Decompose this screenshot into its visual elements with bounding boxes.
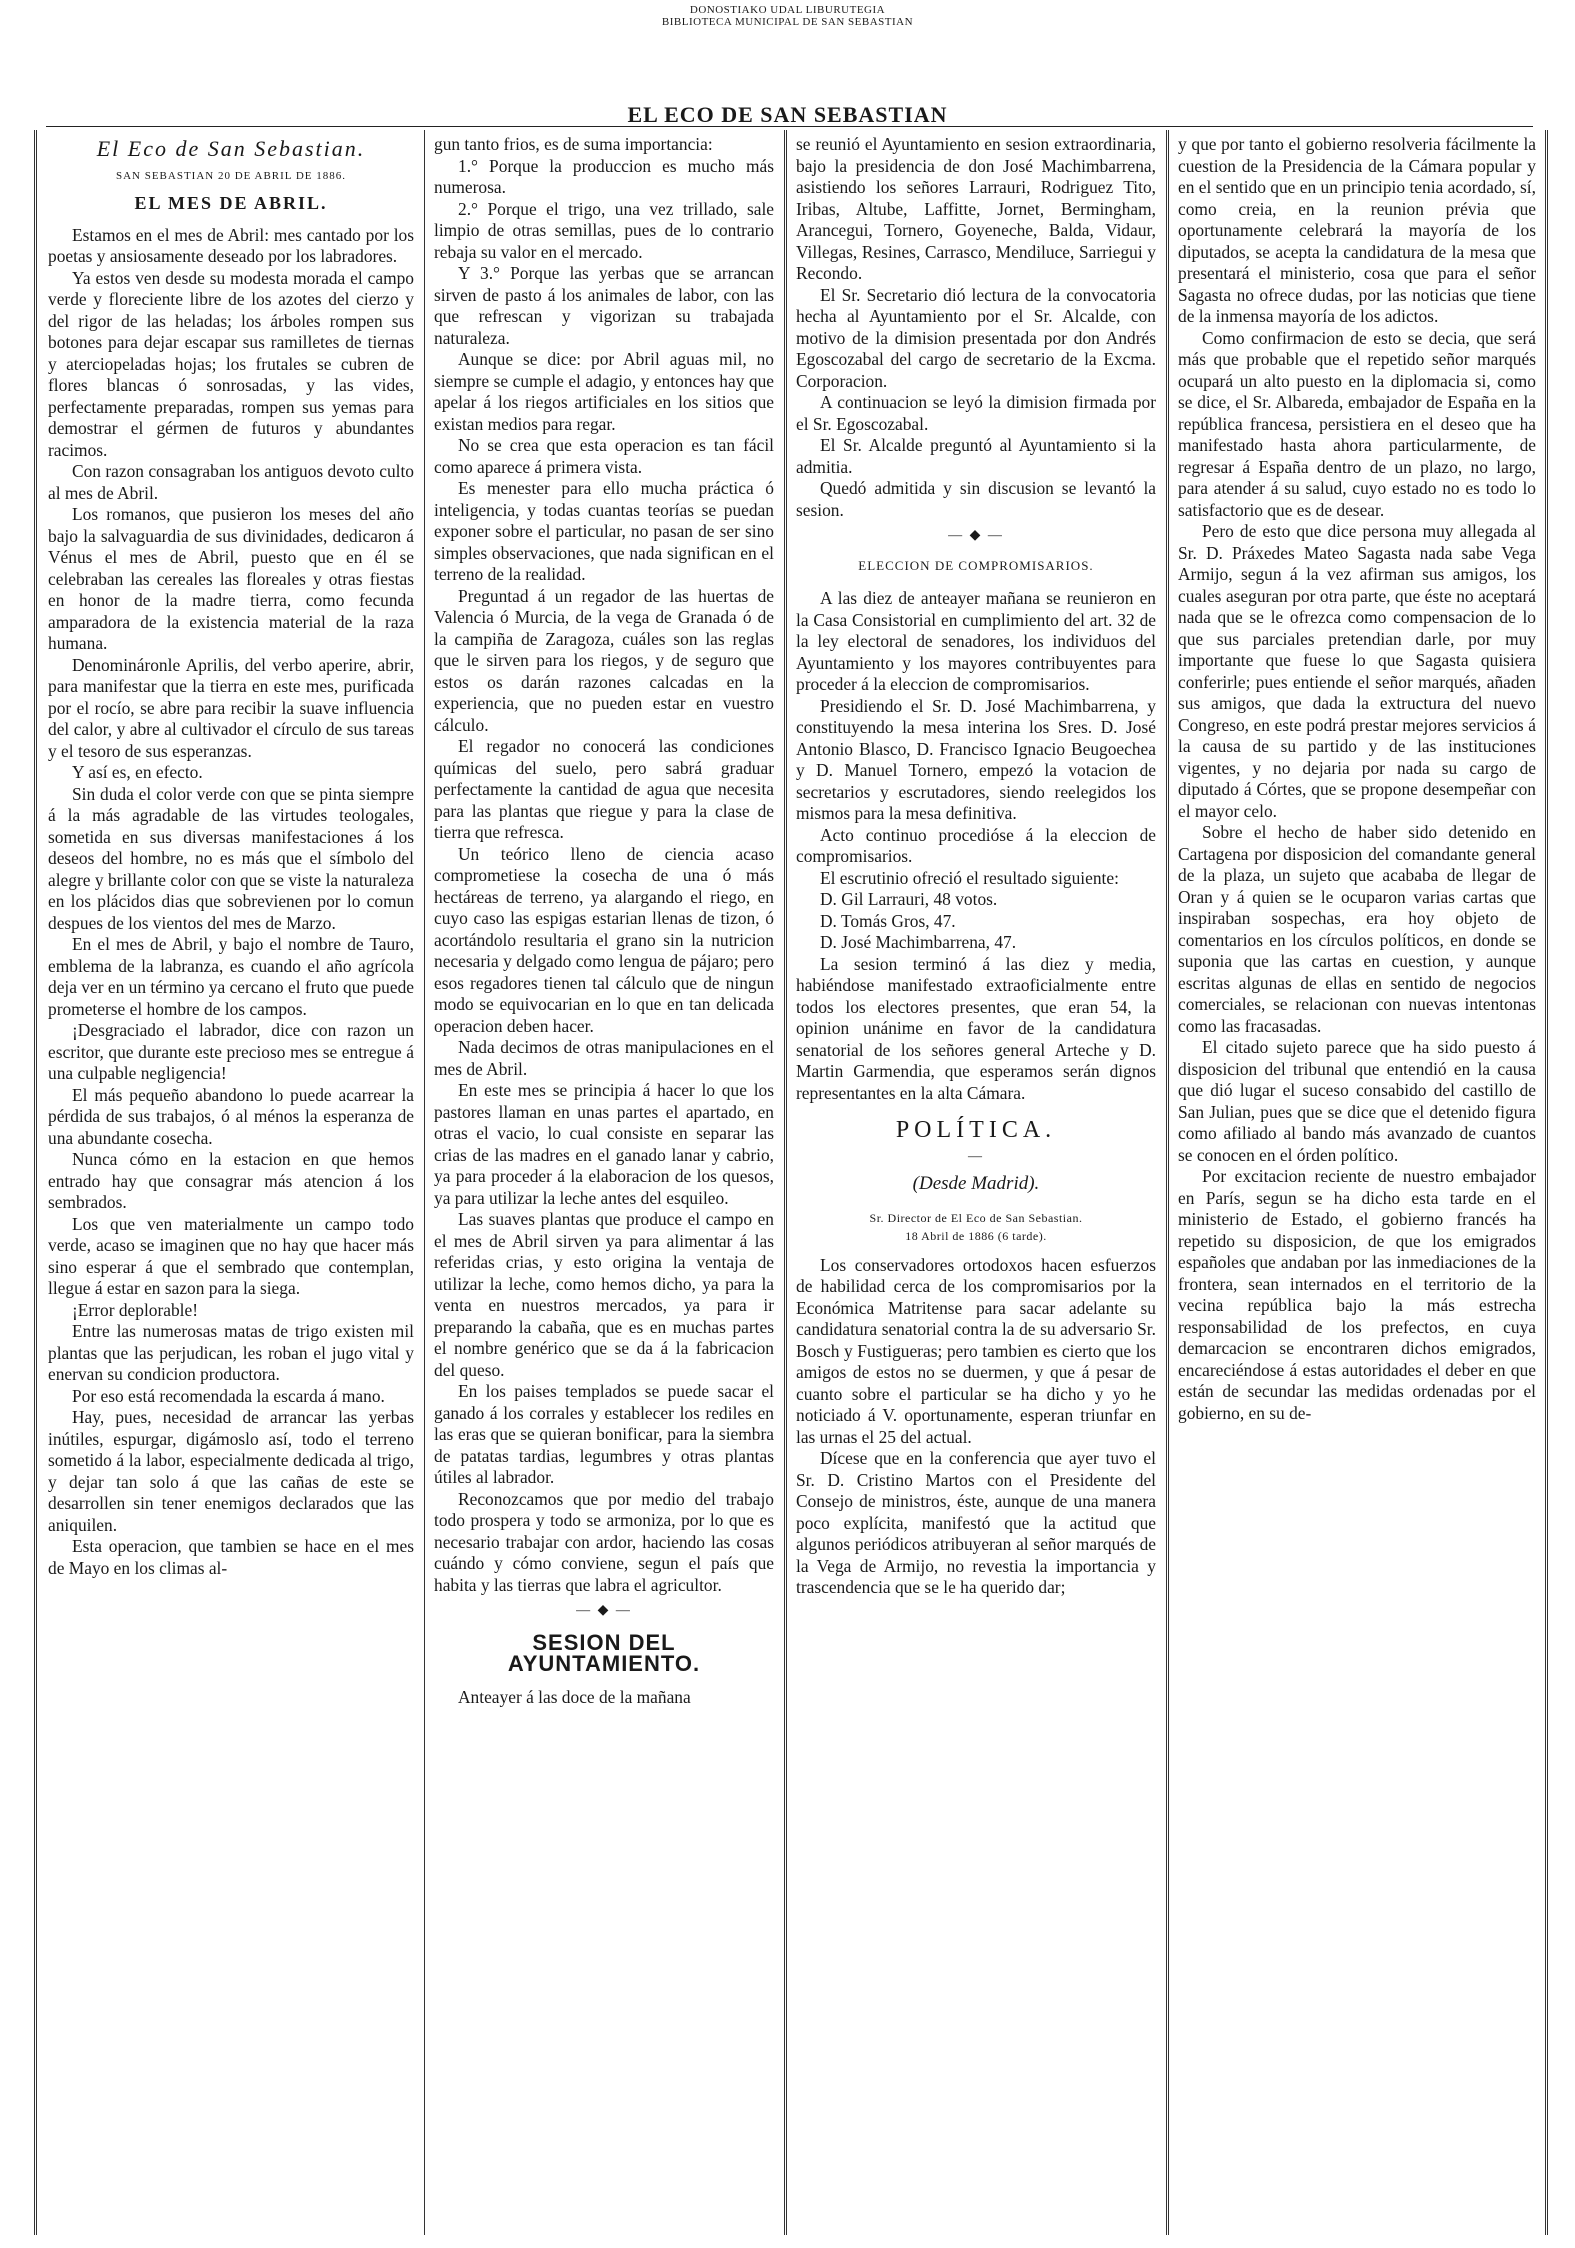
paragraph: Anteayer á las doce de la mañana — [458, 1686, 691, 1707]
column-rule-right — [1545, 130, 1548, 2235]
paragraph: 1.° Porque la produccion es mucho más numerosa. — [434, 155, 774, 197]
paragraph: Los que ven materialmente un campo todo verde, acaso se imaginen que no hay que hacer más sino esperar á que el sembrado que contemplan, llegue á estar en sazon para la siega. — [48, 1213, 414, 1298]
paragraph: Con razon consagraban los antiguos devoto culto al mes de Abril. — [48, 461, 414, 503]
paragraph: A las diez de anteayer mañana se reunieron en la Casa Consistorial en cumplimiento del art. 32 de la ley electoral de senadores, los individuos del Ayuntamiento y los mayores contribuyentes para proceder á la eleccion de compromisarios. — [796, 588, 1156, 694]
title-ornament: — — [968, 1148, 984, 1164]
column-rule-3 — [1166, 130, 1169, 2235]
article-body-politica — [796, 1255, 1156, 1599]
library-stamp-basque: DONOSTIAKO UDAL LIBURUTEGIA — [689, 4, 886, 16]
paragraph: No se crea que esta operacion es tan fácil como aparece á primera vista. — [434, 435, 774, 477]
paragraph: El Sr. Alcalde preguntó al Ayuntamiento si la admitia. — [796, 435, 1156, 477]
section-title-ayuntamiento: SESION DEL AYUNTAMIENTO. — [507, 1629, 701, 1676]
header-rule — [46, 126, 1533, 127]
paragraph: Esta operacion, que tambien se hace en el mes de Mayo en los climas al- — [48, 1536, 414, 1578]
paragraph: Acto continuo procedióse á la eleccion de compromisarios. — [796, 824, 1156, 866]
library-stamp-spanish: BIBLIOTECA MUNICIPAL DE SAN SEBASTIAN — [661, 16, 914, 28]
paragraph: Dícese que en la conferencia que ayer tuvo el Sr. D. Cristino Martos con el Presidente del Consejo de ministros, éste, aunque de una manera poco explícita, manifestó que la actitud que algunos periódicos atribuyeran al señor marqués de la Vega de Armijo, no revestia la importancia y trascendencia que se le ha querido dar; — [796, 1448, 1156, 1597]
paragraph: Como confirmacion de esto se decia, que será más que probable que el repetido señor marqués ocupará un alto puesto en la diplomacia si, como se dice, el Sr. Albareda, embajador de España en la república francesa, persistiera en el deseo que ha manifestado hasta ahora particularmente, de regresar á España dentro de un plazo, no largo, para atender á su salud, cuyo estado no es todo lo satisfactorio que es de desear. — [1178, 327, 1536, 520]
paragraph: Nada decimos de otras manipulaciones en el mes de Abril. — [434, 1037, 774, 1079]
vote-result-item: D. Gil Larrauri, 48 votos. — [820, 889, 998, 909]
paragraph: En el mes de Abril, y bajo el nombre de Tauro, emblema de la labranza, es cuando el año agrícola deja ver en un término ya cercano el fruto que puede prometerse el hombre de los campos. — [48, 934, 414, 1019]
column-4 — [1178, 134, 1536, 2234]
paragraph: El más pequeño abandono lo puede acarrear la pérdida de sus trabajos, ó al ménos la esperanza de una abundante cosecha. — [48, 1084, 414, 1148]
column-rule-left — [34, 130, 37, 2235]
letter-dateline-date: 18 Abril de 1886 (6 tarde). — [905, 1228, 1047, 1243]
article-body-ayuntamiento-continued — [796, 134, 1156, 521]
paragraph: El Sr. Secretario dió lectura de la convocatoria hecha al Ayuntamiento por el Sr. Alcalde, con motivo de la dimision presentada por don Andrés Egoscozabal del cargo de secretario de la Excma. Corporacion. — [796, 284, 1156, 391]
paragraph: Ya estos ven desde su modesta morada el campo verde y floreciente libre de los azotes del cierzo y del rigor de las heladas; los árboles rompen sus botones para dejar escapar sus ramilletes de tiernas y aterciopeladas hojas; los frutales se cubren de flores blancas ó sonrosadas, y las vides, perfectamente preparadas, rompen sus yemas para demostrar el gérmen de futuros y abundantes racimos. — [48, 267, 414, 460]
paragraph: Quedó admitida y sin discusion se levantó la sesion. — [796, 478, 1156, 520]
vote-results-list — [796, 889, 1156, 954]
paragraph: Los conservadores ortodoxos hacen esfuerzos de habilidad cerca de los compromisarios por la Económica Matritense para sacar adelante su candidatura senatorial contra la de su adversario Sr. Bosch y Fustigueras; pero tambien es cierto que los amigos de estos no se duermen, y que á pesar de cuanto sobre el particular se ha dicho y yo he noticiado á V. oportunamente, esperan triunfar en las urnas el 25 del actual. — [796, 1254, 1156, 1447]
paragraph: 2.° Porque el trigo, una vez trillado, sale limpio de otras semillas, pues de lo contrario rebaja su valor en el mercado. — [434, 198, 774, 262]
paragraph: Estamos en el mes de Abril: mes cantado por los poetas y ansiosamente deseado por los labradores. — [48, 224, 414, 266]
paragraph: Las suaves plantas que produce el campo en el mes de Abril sirven ya para alimentar á las referidas crias, y esto origina la ventaja de utilizar la leche, como hemos dicho, ya para la venta en nuestros mercados, ya para ir preparando la cabaña, que es en muchas partes el nombre genérico que se da á la fabricacion del queso. — [434, 1209, 774, 1380]
paragraph: Preguntad á un regador de las huertas de Valencia ó Murcia, de la vega de Granada ó de la campiña de Zaragoza, cuáles son las reglas que le sirven para los riegos, y de seguro que estos os darán razones calcadas en la experiencia, que no pueden estar en vuestro cálculo. — [434, 585, 774, 735]
paragraph: Y 3.° Porque las yerbas que se arrancan sirven de pasto á los animales de labor, con las que refrescan y vigorizan su trabajada naturaleza. — [434, 263, 774, 348]
paragraph: Aunque se dice: por Abril aguas mil, no siempre se cumple el adagio, y entonces hay que apelar á los riegos artificiales en los sitios que existan medios para regar. — [434, 349, 774, 434]
paragraph: Hay, pues, necesidad de arrancar las yerbas inútiles, espurgar, digámoslo así, todo el terreno sometido á la labor, especialmente dedicada al trigo, y dejar tan solo á que las cañas de este se desarrollen sin tener enemigos declarados que las aniquilen. — [48, 1407, 414, 1535]
section-title-politica: POLÍTICA. — [895, 1117, 1057, 1143]
paragraph: ¡Error deplorable! — [72, 1299, 199, 1320]
paragraph: Reconozcamos que por medio del trabajo todo prospera y todo se armoniza, por lo que es necesario trabajar con ardor, haciendo las cosas cuándo y cómo conviene, segun el país que habita y las tierras que labra el agricultor. — [434, 1488, 774, 1595]
article-body-ayuntamiento — [434, 1687, 774, 1709]
paragraph: Un teórico lleno de ciencia acaso comprometiese la cosecha de una ó más hectáreas de terreno, ya alargando el riego, en cuyo caso las espigas estarian llenas de tizon, ó acortándolo resultaria el grano sin la nutricion necesaria y delgado como lengua de pájaro; pero esos regadores tienen tal cálculo que de ningun modo se equivocarian en lo que en tan delicada operacion deben hacer. — [434, 843, 774, 1036]
section-ornament: — ◆ — — [576, 1603, 632, 1618]
section-title-compromisarios: ELECCION DE COMPROMISARIOS. — [858, 557, 1094, 573]
column-1 — [48, 134, 414, 2234]
paragraph: Es menester para ello mucha práctica ó inteligencia, y todas cuantas teorías se puedan exponer sobre el particular, no pasan de ser sino simples observaciones, que nada significan en el terreno de la realidad. — [434, 478, 774, 584]
politica-subtitle: (Desde Madrid). — [912, 1173, 1040, 1194]
letter-dateline — [796, 1209, 1156, 1245]
paragraph: La sesion terminó á las diez y media, habiéndose manifestado extraoficialmente entre todos los electores presentes, que eran 54, la opinion unánime en favor de la candidatura senatorial de los señores general Arteche y D. Martin Garmendia, que esperamos serán dignos representantes en la alta Cámara. — [796, 953, 1156, 1103]
letter-dateline-addressee: Sr. Director de El Eco de San Sebastian. — [869, 1210, 1083, 1225]
paragraph: Denomináronle Aprilis, del verbo aperire, abrir, para manifestar que la tierra en este mes, purificada por el rocío, se abre para recibir la suave influencia del calor, y abre al cultivador el círculo de sus tareas y el tesoro de sus esperanzas. — [48, 654, 414, 761]
article-body-compromisarios — [796, 588, 1156, 889]
vote-result-item: D. José Machimbarrena, 47. — [820, 932, 1017, 952]
paragraph: Sin duda el color verde con que se pinta siempre á la más agradable de las virtudes teologales, sometida en sus diversas manifestaciones á los deseos del hombre, no es más que el símbolo del alegre y brillante color con que se viste la naturaleza en los plácidos dias que sobrevienen por lo comun despues de los vientos del mes de Marzo. — [48, 783, 414, 933]
article-body-abril-continued — [434, 134, 774, 1596]
section-ornament: — ◆ — — [948, 528, 1004, 543]
paragraph: El citado sujeto parece que ha sido puesto á disposicion del tribunal que entendió en la causa que dió lugar el suceso consabido del castillo de San Julian, pues que se dice que el detenido figura como afiliado al bando más avanzado de cuantos se conocen en el órden político. — [1178, 1037, 1536, 1165]
masthead: El Eco de San Sebastian. — [96, 136, 366, 161]
paragraph: El escrutinio ofreció el resultado siguiente: — [820, 867, 1119, 888]
article-body-compromisarios-end — [796, 954, 1156, 1105]
article-title-abril: EL MES DE ABRIL. — [134, 193, 328, 213]
paragraph: Y así es, en efecto. — [72, 762, 203, 782]
paragraph: Por excitacion reciente de nuestro embajador en París, segun se ha dicho esta tarde en el ministerio de Estado, el gobierno francés ha repetido su disposicion, de que los emigrados españoles que andaban por las inmediaciones de la frontera, sean internados en el territorio de la vecina república bajo la más estrecha responsabilidad de los prefectos, en cuya demarcacion se encontraren dichos emigrados, encareciéndose á estas autoridades el deber en que están de secundar las medidas ordenadas por el gobierno, en su de- — [1178, 1166, 1536, 1423]
column-rule-2 — [784, 130, 787, 2235]
paragraph: Por eso está recomendada la escarda á mano. — [72, 1385, 385, 1406]
paragraph: gun tanto frios, es de suma importancia: — [434, 134, 713, 154]
paragraph: Los romanos, que pusieron los meses del año bajo la salvaguardia de sus divinidades, dedicaron á Vénus el mes de Abril, puesto que en él se celebraban las cereales las floreales y otras fiestas en honor de la madre tierra, como fecunda amparadora de la existencia material de la raza humana. — [48, 504, 414, 653]
article-body-politica-continued — [1178, 134, 1536, 1424]
library-stamp — [0, 4, 1575, 28]
paragraph: A continuacion se leyó la dimision firmada por el Sr. Egoscozabal. — [796, 392, 1156, 434]
paragraph: Entre las numerosas matas de trigo existen mil plantas que las perjudican, les roban el jugo vital y enervan su condicion productora. — [48, 1321, 414, 1384]
paragraph: En este mes se principia á hacer lo que los pastores llaman en unas partes el apartado, en otras el vacio, lo cual consiste en separar las crias de las madres en el ganado lanar y cabrio, ya para proceder á la elaboracion de los quesos, ya para utilizar la leche antes del esquileo. — [434, 1080, 774, 1208]
paragraph: En los paises templados se puede sacar el ganado á los corrales y establecer los rediles en las eras que se quieran bonificar, para la siembra de patatas tardias, legumbres y otras plantas útiles al labrador. — [434, 1381, 774, 1487]
column-3 — [796, 134, 1156, 2234]
column-rule-1 — [424, 130, 425, 2235]
paragraph: Nunca cómo en la estacion en que hemos entrado hay que consagrar más atencion á los sembrados. — [48, 1149, 414, 1212]
paragraph: Sobre el hecho de haber sido detenido en Cartagena por disposicion del comandante general de la plaza, un sujeto que acababa de llegar de Oran y á quien se le ocuparon varias cartas que inspiraban sospechas, era hoy objeto de comentarios en los círculos políticos, en donde se suponia que las cartas en cuestion, y aunque escritas algunas de ellas en sentido de negocios comerciales, se relacionan con nuevas intentonas como las fracasadas. — [1178, 822, 1536, 1036]
paragraph: Presidiendo el Sr. D. José Machimbarrena, y constituyendo la mesa interina los Sres. D. José Antonio Blasco, D. Francisco Ignacio Beugoechea y D. Manuel Tornero, empezó la votacion de secretarios y escrutadores, siendo reelegidos los mismos para la mesa definitiva. — [796, 695, 1156, 823]
masthead-dateline: SAN SEBASTIAN 20 DE ABRIL DE 1886. — [115, 169, 347, 182]
paragraph: El regador no conocerá las condiciones químicas del suelo, pero sabrá graduar perfectamente la cantidad de agua que necesita para las plantas que riegue y para la clase de tierra que refresca. — [434, 736, 774, 842]
article-body-abril — [48, 225, 414, 1580]
paragraph: ¡Desgraciado el labrador, dice con razon un escritor, que durante este precioso mes se entregue á una culpable negligencia! — [48, 1020, 414, 1083]
paragraph: Pero de esto que dice persona muy allegada al Sr. D. Práxedes Mateo Sagasta nada sabe Vega Armijo, segun á la vez afirman sus amigos, los cuales aseguran por otra parte, que éste no aceptará nada que se le ofrezca como compensacion de lo que sus parciales pretendian darle, por muy importante que fuese lo que Sagasta quisiera conferirle; pues entiende el señor marqués, añaden sus amigos, que dada la extructura del nuevo Congreso, en este podrá prestar mejores servicios á la causa de su partido y de las instituciones vigentes, y no dejaria por nada su cargo de diputado á Córtes, que se propone desempeñar con el mayor celo. — [1178, 521, 1536, 821]
paragraph: y que por tanto el gobierno resolveria fácilmente la cuestion de la Presidencia de la Cámara popular y en el sentido que en un principio tenia acordado, sí, como creia, en la reunion prévia que oportunamente celebrará la mayoría de los diputados, se acepta la candidatura de la mesa que presentará el ministerio, cosa que para el señor Sagasta no ofrece dudas, por las noticias que tiene de la inmensa mayoría de los adictos. — [1178, 134, 1536, 326]
vote-result-item: D. Tomás Gros, 47. — [820, 910, 956, 931]
running-head: EL ECO DE SAN SEBASTIAN — [627, 102, 948, 127]
paragraph: se reunió el Ayuntamiento en sesion extraordinaria, bajo la presidencia de don José Machimbarrena, asistiendo los señores Larrauri, Rodriguez Tito, Iribas, Altube, Laffitte, Jornet, Bermingham, Arancegui, Tornero, Goyeneche, Balda, Vidaur, Villegas, Resines, Carrasco, Mendiluce, Sarriegui y Recondo. — [796, 134, 1156, 283]
column-2 — [434, 134, 774, 2234]
